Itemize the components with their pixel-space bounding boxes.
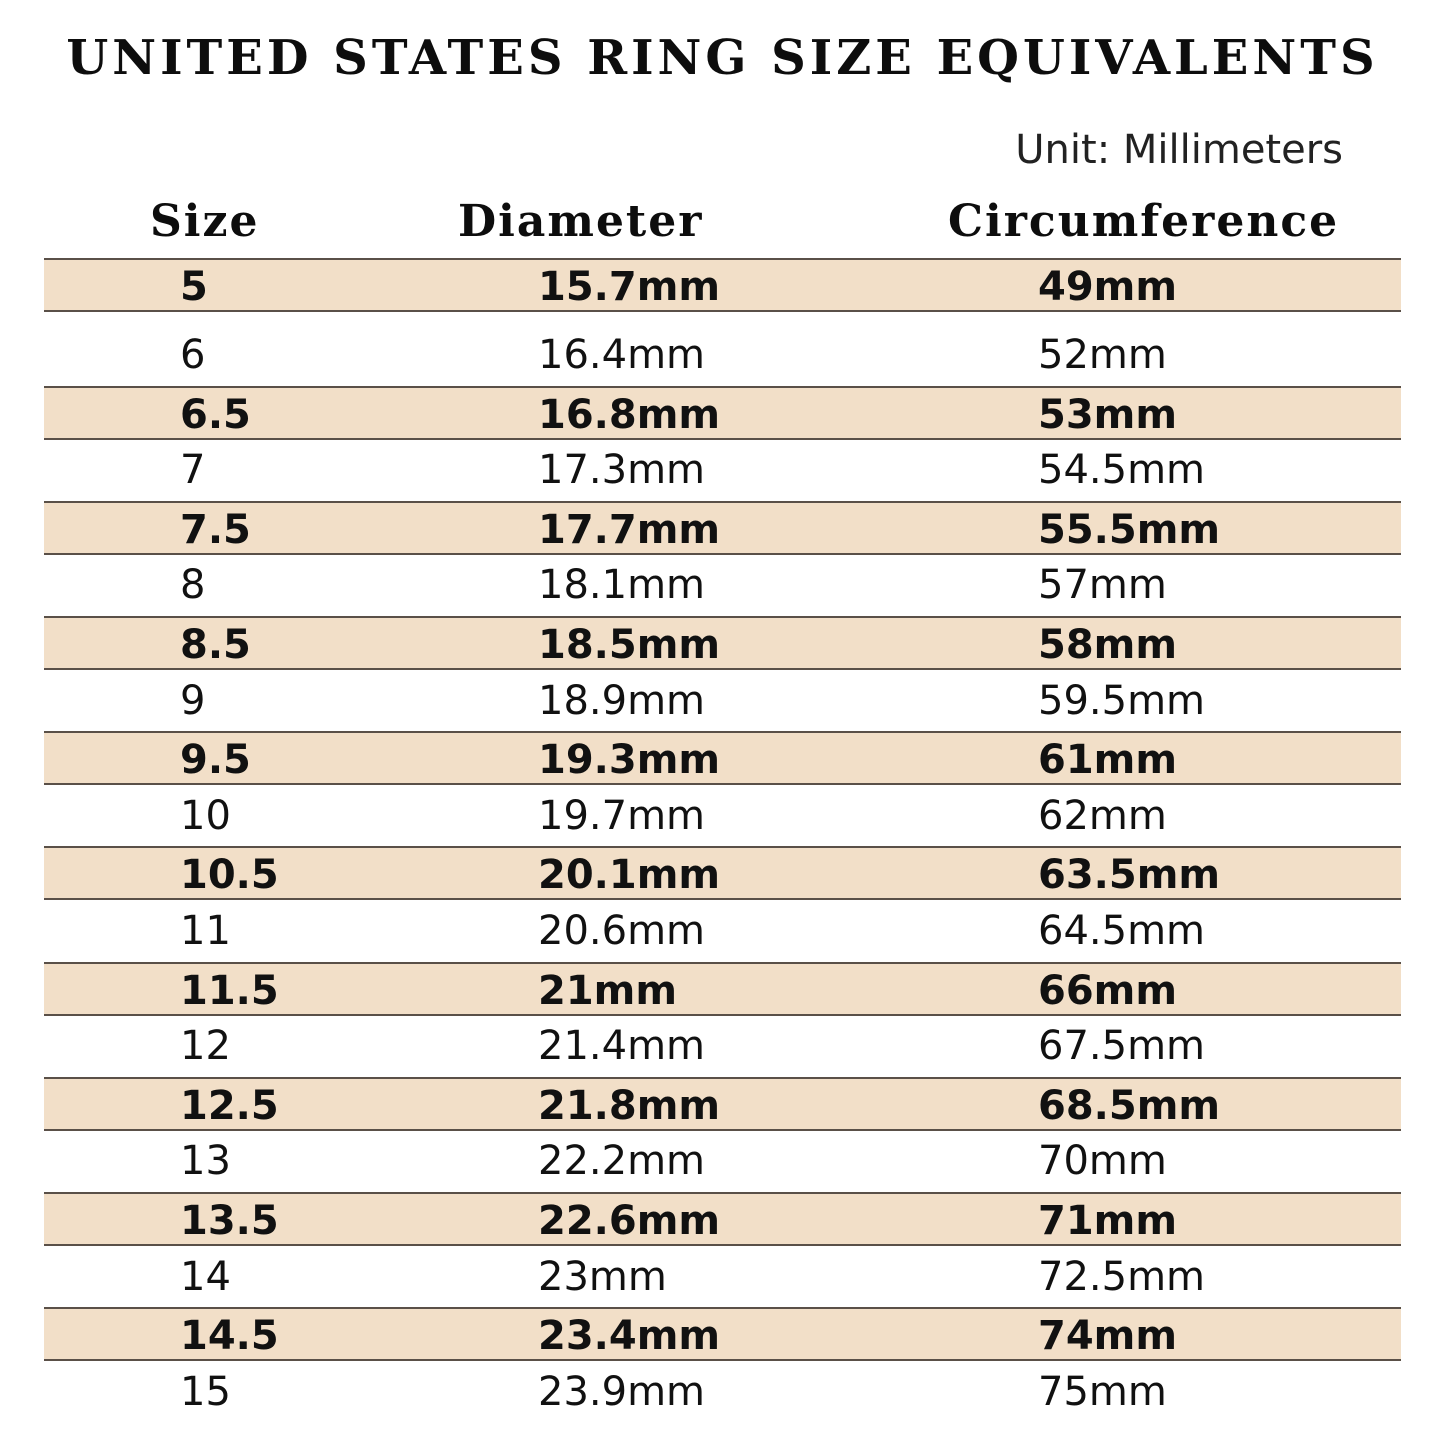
unit-note: Unit: Millimeters <box>1015 127 1343 173</box>
size-cell: 10.5 <box>180 852 279 898</box>
diameter-cell: 21.4mm <box>538 1023 705 1069</box>
size-cell: 14.5 <box>180 1313 279 1359</box>
diameter-cell: 21.8mm <box>538 1083 721 1129</box>
diameter-cell: 19.7mm <box>538 793 705 839</box>
table-row <box>44 1250 1401 1304</box>
table-row <box>44 674 1401 728</box>
circumference-cell: 74mm <box>1038 1313 1178 1359</box>
table-row <box>44 328 1401 382</box>
column-header-diameter: Diameter <box>458 196 704 247</box>
diameter-cell: 17.3mm <box>538 447 705 493</box>
table-row <box>44 962 1401 1016</box>
circumference-cell: 58mm <box>1038 622 1178 668</box>
table-row <box>44 731 1401 785</box>
size-cell: 7.5 <box>180 507 251 553</box>
diameter-cell: 17.7mm <box>538 507 721 553</box>
circumference-cell: 64.5mm <box>1038 908 1205 954</box>
size-cell: 12.5 <box>180 1083 279 1129</box>
size-cell: 9 <box>180 678 206 724</box>
diameter-cell: 20.6mm <box>538 908 705 954</box>
table-row <box>44 1019 1401 1073</box>
size-cell: 13 <box>180 1138 231 1184</box>
table-row <box>44 501 1401 555</box>
diameter-cell: 19.3mm <box>538 737 721 783</box>
table-row <box>44 558 1401 612</box>
table-row <box>44 1134 1401 1188</box>
circumference-cell: 75mm <box>1038 1369 1167 1415</box>
size-cell: 5 <box>180 264 208 310</box>
table-row <box>44 443 1401 497</box>
table-row <box>44 1365 1401 1419</box>
size-cell: 13.5 <box>180 1198 279 1244</box>
circumference-cell: 68.5mm <box>1038 1083 1221 1129</box>
size-cell: 11.5 <box>180 968 279 1014</box>
table-row <box>44 1307 1401 1361</box>
diameter-cell: 16.4mm <box>538 332 705 378</box>
size-cell: 8.5 <box>180 622 251 668</box>
circumference-cell: 63.5mm <box>1038 852 1221 898</box>
size-cell: 15 <box>180 1369 231 1415</box>
circumference-cell: 61mm <box>1038 737 1178 783</box>
circumference-cell: 57mm <box>1038 562 1167 608</box>
table-row <box>44 789 1401 843</box>
circumference-cell: 53mm <box>1038 392 1178 438</box>
circumference-cell: 72.5mm <box>1038 1254 1205 1300</box>
size-cell: 6.5 <box>180 392 251 438</box>
diameter-cell: 22.6mm <box>538 1198 721 1244</box>
column-header-size: Size <box>150 196 260 247</box>
table-row <box>44 904 1401 958</box>
circumference-cell: 70mm <box>1038 1138 1167 1184</box>
diameter-cell: 22.2mm <box>538 1138 705 1184</box>
size-cell: 14 <box>180 1254 231 1300</box>
diameter-cell: 23mm <box>538 1254 667 1300</box>
table-row <box>44 846 1401 900</box>
diameter-cell: 18.1mm <box>538 562 705 608</box>
diameter-cell: 18.5mm <box>538 622 721 668</box>
diameter-cell: 21mm <box>538 968 678 1014</box>
column-header-circumference: Circumference <box>948 196 1340 247</box>
size-cell: 6 <box>180 332 206 378</box>
table-row <box>44 258 1401 312</box>
diameter-cell: 23.9mm <box>538 1369 705 1415</box>
table-row <box>44 1077 1401 1131</box>
table-row <box>44 1192 1401 1246</box>
size-cell: 8 <box>180 562 206 608</box>
diameter-cell: 16.8mm <box>538 392 721 438</box>
diameter-cell: 15.7mm <box>538 264 721 310</box>
size-cell: 10 <box>180 793 231 839</box>
circumference-cell: 54.5mm <box>1038 447 1205 493</box>
size-cell: 11 <box>180 908 231 954</box>
chart-title: UNITED STATES RING SIZE EQUIVALENTS <box>66 30 1379 86</box>
diameter-cell: 23.4mm <box>538 1313 721 1359</box>
circumference-cell: 49mm <box>1038 264 1178 310</box>
circumference-cell: 52mm <box>1038 332 1167 378</box>
circumference-cell: 59.5mm <box>1038 678 1205 724</box>
size-cell: 12 <box>180 1023 231 1069</box>
circumference-cell: 67.5mm <box>1038 1023 1205 1069</box>
size-cell: 7 <box>180 447 206 493</box>
size-cell: 9.5 <box>180 737 251 783</box>
circumference-cell: 71mm <box>1038 1198 1178 1244</box>
diameter-cell: 18.9mm <box>538 678 705 724</box>
diameter-cell: 20.1mm <box>538 852 721 898</box>
circumference-cell: 55.5mm <box>1038 507 1221 553</box>
circumference-cell: 62mm <box>1038 793 1167 839</box>
circumference-cell: 66mm <box>1038 968 1178 1014</box>
table-row <box>44 386 1401 440</box>
table-row <box>44 616 1401 670</box>
